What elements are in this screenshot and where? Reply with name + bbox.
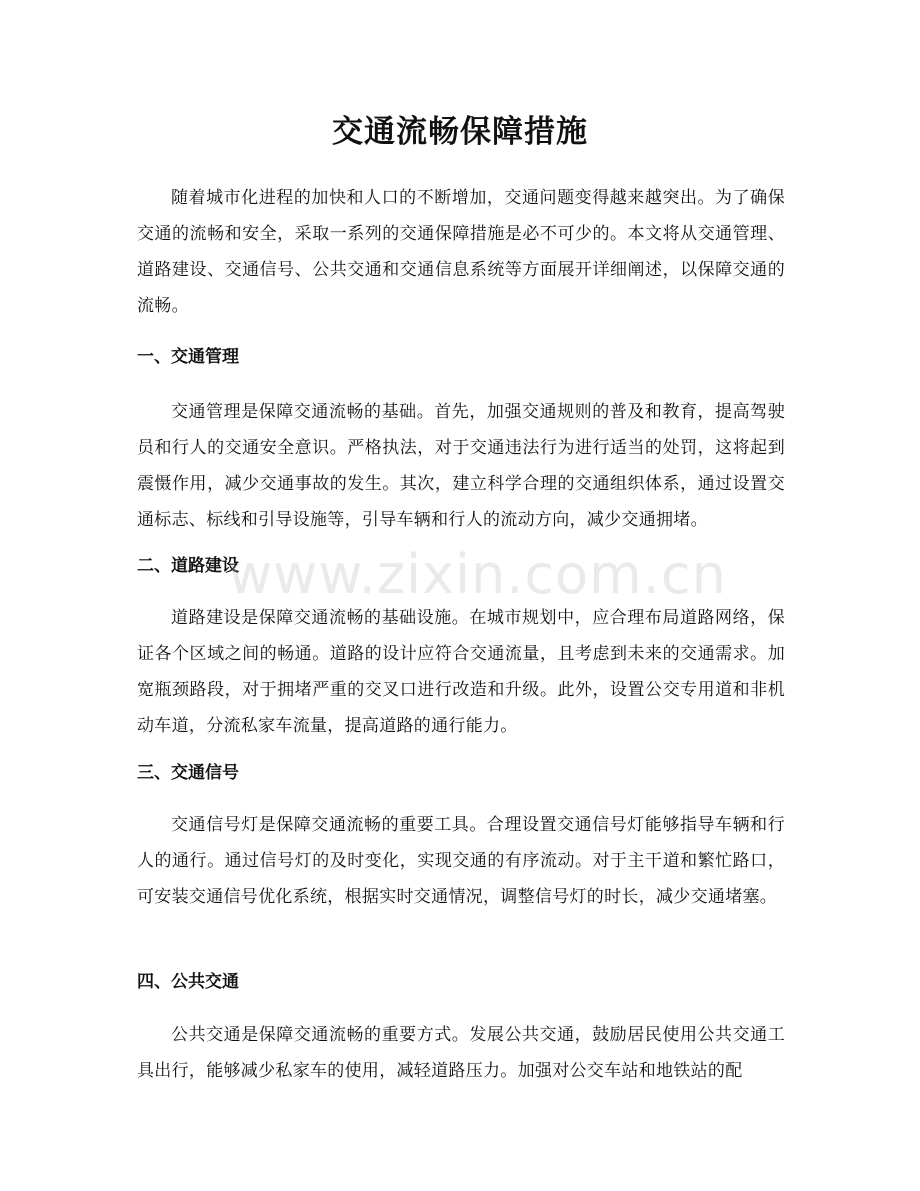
section-body-road-construction: 道路建设是保障交通流畅的基础设施。在城市规划中，应合理布局道路网络，保证各个区域之间的畅通。道路的设计应符合交通流量，且考虑到未来的交通需求。加宽瓶颈路段，对于拥堵严重的交叉口进行改造和升级。此外，设置公交专用道和非机动车道，分流私家车流量，提高道路的通行能力。 (137, 608, 785, 736)
intro-paragraph: 随着城市化进程的加快和人口的不断增加，交通问题变得越来越突出。为了确保交通的流畅和安全，采取一系列的交通保障措施是必不可少的。本文将从交通管理、道路建设、交通信号、公共交通和交通信息系统等方面展开详细阐述，以保障交通的流畅。 (137, 188, 785, 316)
watermark: www.zixin.com.cn (228, 543, 727, 606)
section-body-traffic-signals: 交通信号灯是保障交通流畅的重要工具。合理设置交通信号灯能够指导车辆和行人的通行。通过信号灯的及时变化，实现交通的有序流动。对于主干道和繁忙路口，可安装交通信号优化系统，根据实时交通情况，调整信号灯的时长，减少交通堵塞。 (137, 815, 785, 907)
section-body-public-transport: 公共交通是保障交通流畅的重要方式。发展公共交通，鼓励居民使用公共交通工具出行，能够减少私家车的使用，减轻道路压力。加强对公交车站和地铁站的配 (137, 1025, 785, 1081)
document-title: 交通流畅保障措施 (332, 114, 588, 150)
section-heading-road-construction: 二、道路建设 (137, 556, 239, 576)
section-heading-public-transport: 四、公共交通 (137, 972, 239, 992)
section-heading-traffic-management: 一、交通管理 (137, 347, 239, 367)
section-heading-traffic-signals: 三、交通信号 (137, 763, 239, 783)
section-body-traffic-management: 交通管理是保障交通流畅的基础。首先，加强交通规则的普及和教育，提高驾驶员和行人的交通安全意识。严格执法，对于交通违法行为进行适当的处罚，这将起到震慑作用，减少交通事故的发生。其次，建立科学合理的交通组织体系，通过设置交通标志、标线和引导设施等，引导车辆和行人的流动方向，减少交通拥堵。 (137, 402, 785, 530)
